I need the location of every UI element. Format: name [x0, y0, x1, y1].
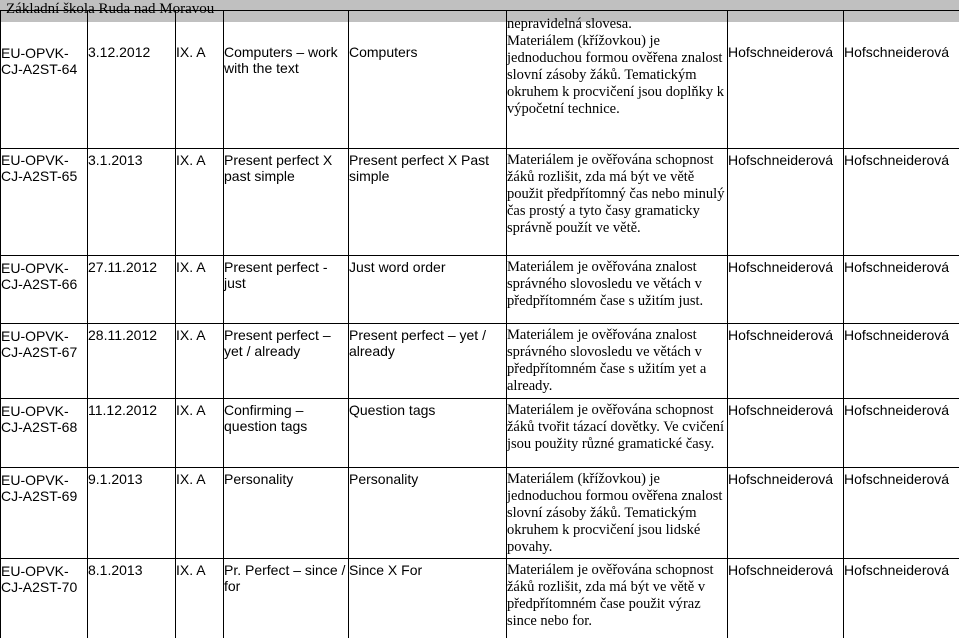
description-cell [349, 11, 507, 149]
approver-value: Hofschneiderová [844, 256, 959, 324]
date-value: 9.1.2013 [88, 468, 176, 559]
author-cell [728, 11, 844, 149]
methodology-text: Materiálem je ověřována znalost správného slovosledu ve větách v předpřítomném čase s užitím yet a already. [507, 324, 728, 399]
methodology-text: Materiálem je ověřována schopnost žáků tvořit tázací dovětky. Ve cvičení jsou použity různé gramatické časy. [507, 399, 728, 468]
author-value: Hofschneiderová [728, 324, 844, 399]
class-value: IX. A [176, 256, 224, 324]
author-value: Hofschneiderová [728, 399, 844, 468]
description-value: Present perfect – yet / already [349, 324, 507, 399]
approver-value: Hofschneiderová [844, 324, 959, 399]
topic-cell [224, 11, 349, 149]
methodology-text: Materiálem (křížovkou) je jednoduchou formou ověřena znalost slovní zásoby žáků. Tematickým okruhem k procvičení jsou doplňky k výpočetní technice. [507, 33, 725, 117]
class-value: IX. A [176, 44, 206, 60]
material-code: EU-OPVK-CJ-A2ST-70 [1, 559, 88, 638]
methodology-lead: nepravidelná slovesa. [507, 16, 632, 32]
description-value: Question tags [349, 399, 507, 468]
material-code: EU-OPVK-CJ-A2ST-65 [1, 149, 88, 256]
date-value: 11.12.2012 [88, 399, 176, 468]
date-value: 3.12.2012 [88, 44, 151, 60]
date-value: 3.1.2013 [88, 149, 176, 256]
author-value: Hofschneiderová [728, 149, 844, 256]
table-row [1, 468, 959, 559]
approver-value: Hofschneiderová [844, 149, 959, 256]
date-value: 28.11.2012 [88, 324, 176, 399]
methodology-text: Materiálem je ověřována znalost správného slovosledu ve větách v předpřítomném čase s užitím just. [507, 256, 728, 324]
topic-value: Personality [224, 468, 349, 559]
date-value: 8.1.2013 [88, 559, 176, 638]
class-value: IX. A [176, 468, 224, 559]
school-name: Základní škola Ruda nad Moravou [6, 1, 215, 17]
topic-value: Pr. Perfect – since / for [224, 559, 349, 638]
class-value: IX. A [176, 559, 224, 638]
date-value: 27.11.2012 [88, 256, 176, 324]
table-row [1, 324, 959, 399]
description-value: Present perfect X Past simple [349, 149, 507, 256]
author-value: Hofschneiderová [728, 44, 834, 60]
description-value: Since X For [349, 559, 507, 638]
methodology-cell [507, 11, 728, 149]
description-value: Just word order [349, 256, 507, 324]
description-value: Personality [349, 468, 507, 559]
class-value: IX. A [176, 324, 224, 399]
topic-value: Present perfect – yet / already [224, 324, 349, 399]
author-value: Hofschneiderová [728, 559, 844, 638]
class-value: IX. A [176, 149, 224, 256]
material-code: EU-OPVK-CJ-A2ST-69 [1, 468, 88, 559]
class-cell [176, 11, 224, 149]
table-row [1, 399, 959, 468]
material-code: EU-OPVK-CJ-A2ST-66 [1, 256, 88, 324]
table-row [1, 559, 959, 638]
author-value: Hofschneiderová [728, 468, 844, 559]
material-code: EU-OPVK-CJ-A2ST-64 [1, 11, 88, 149]
table-row [1, 256, 959, 324]
table-row [1, 11, 959, 149]
topic-value: Present perfect - just [224, 256, 349, 324]
approver-value: Hofschneiderová [844, 468, 959, 559]
description-value: Computers [349, 44, 418, 60]
date-cell [88, 11, 176, 149]
methodology-text: Materiálem je ověřována schopnost žáků rozlišit, zda má být ve větě použit předpřítomný čas nebo minulý čas prostý a tyto časy gramaticky správně použít ve větě. [507, 149, 728, 256]
topic-value: Computers – work with the text [224, 44, 338, 76]
approver-cell [844, 11, 959, 149]
table-row [1, 149, 959, 256]
topic-value: Confirming – question tags [224, 399, 349, 468]
methodology-text: Materiálem je ověřována schopnost žáků rozlišit, zda má být ve větě v předpřítomném čase použit výraz since nebo for. [507, 559, 728, 638]
author-value: Hofschneiderová [728, 256, 844, 324]
class-value: IX. A [176, 399, 224, 468]
material-code: EU-OPVK-CJ-A2ST-67 [1, 324, 88, 399]
materials-table [0, 10, 959, 638]
topic-value: Present perfect X past simple [224, 149, 349, 256]
material-code: EU-OPVK-CJ-A2ST-68 [1, 399, 88, 468]
approver-value: Hofschneiderová [844, 559, 959, 638]
methodology-text: Materiálem (křížovkou) je jednoduchou formou ověřena znalost slovní zásoby žáků. Tematickým okruhem k procvičení jsou lidské povahy. [507, 468, 728, 559]
approver-value: Hofschneiderová [844, 399, 959, 468]
approver-value: Hofschneiderová [844, 44, 950, 60]
